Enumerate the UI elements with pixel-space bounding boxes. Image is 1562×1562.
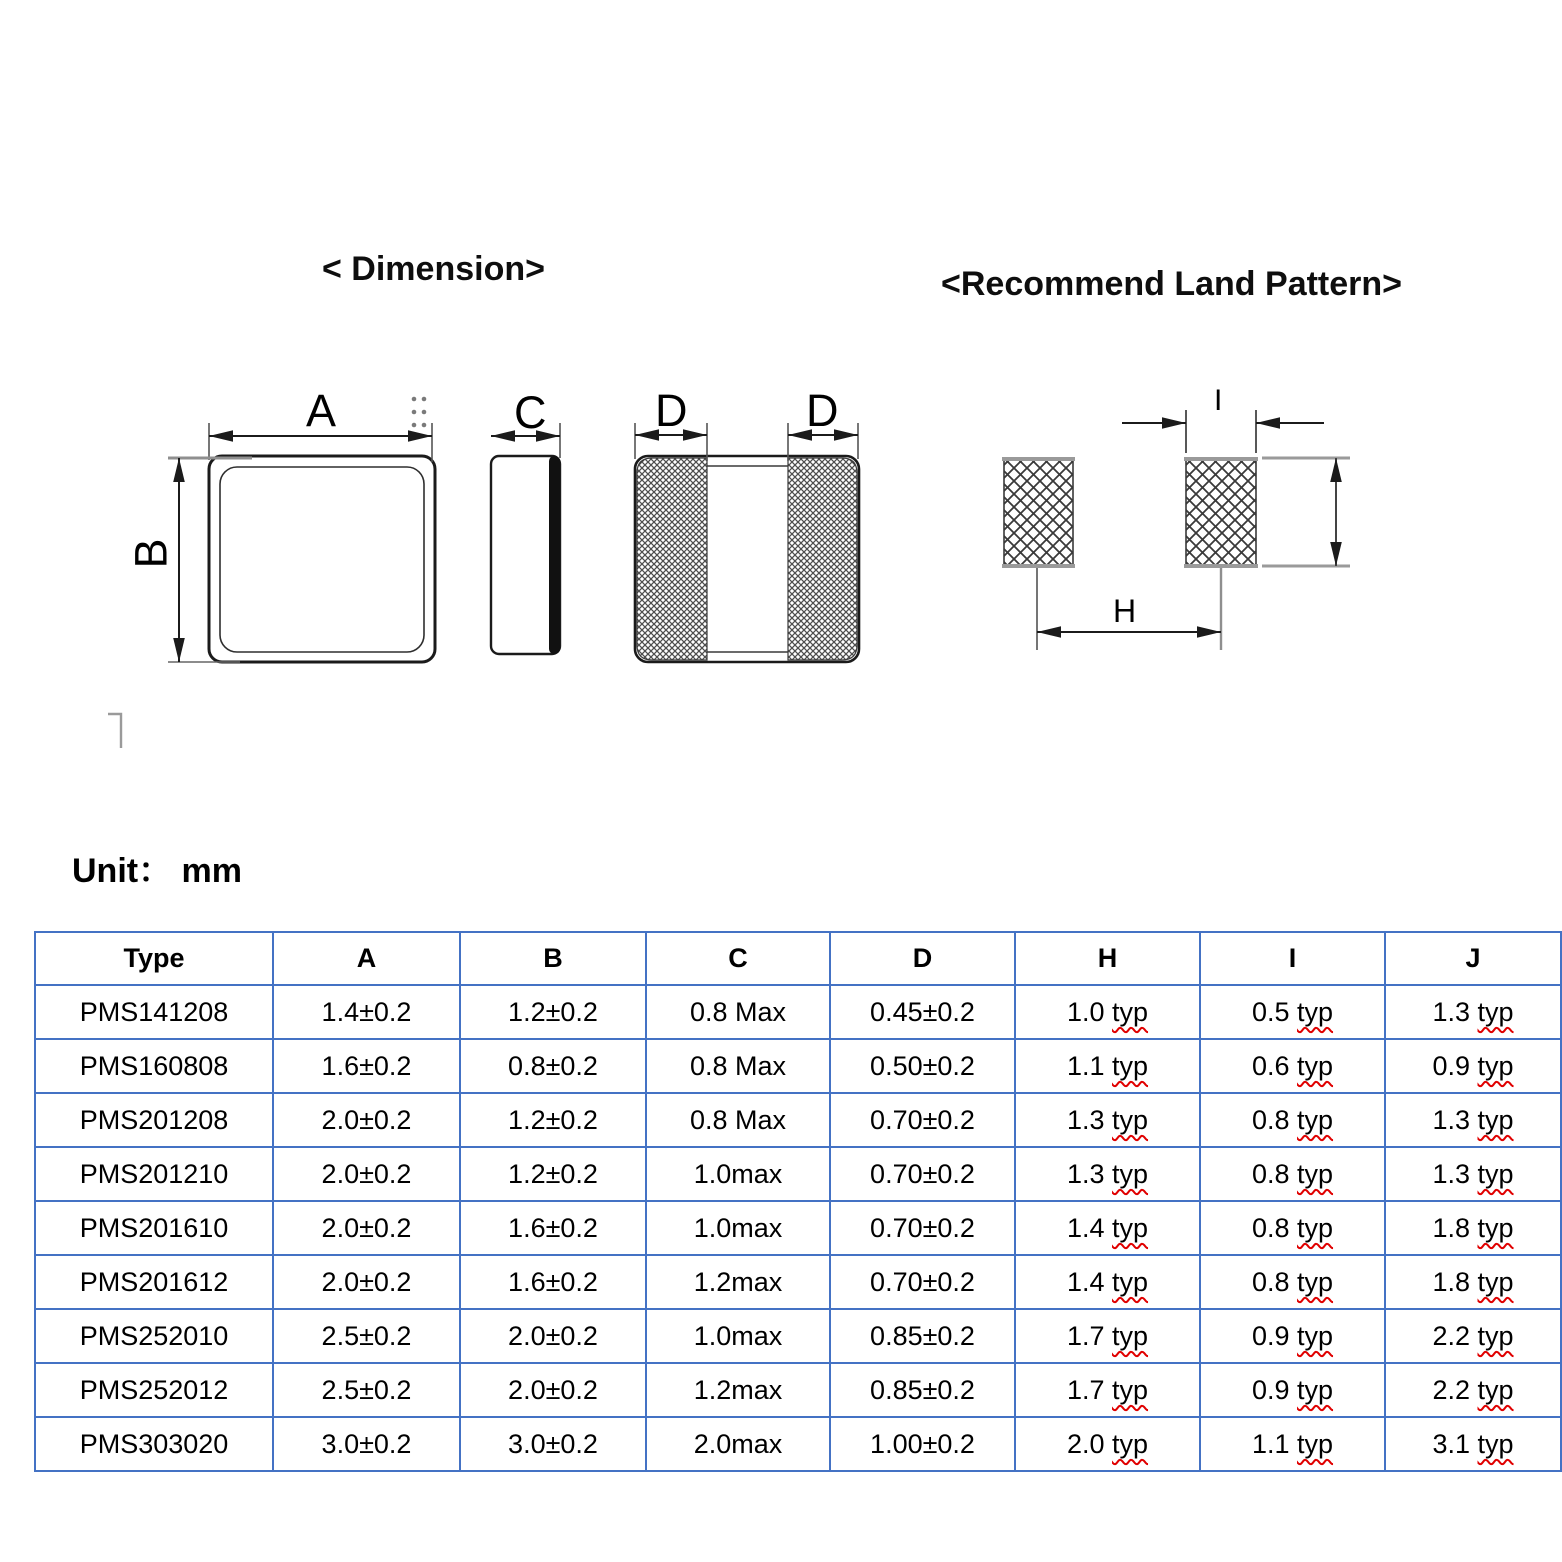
value-cell: 0.8 typ — [1200, 1201, 1385, 1255]
value-cell: 0.85±0.2 — [830, 1309, 1015, 1363]
side-view-terminal-edge — [549, 456, 560, 654]
value-cell: 0.8 typ — [1200, 1147, 1385, 1201]
table-row — [35, 1147, 1561, 1201]
dim-vertical-arrow — [1262, 458, 1350, 566]
value-cell: 0.9 typ — [1385, 1039, 1561, 1093]
value-cell: 1.2max — [646, 1255, 830, 1309]
typ-suffix: typ — [1297, 996, 1334, 1027]
typ-suffix: typ — [1112, 1212, 1149, 1243]
value-cell: 1.8 typ — [1385, 1201, 1561, 1255]
column-header: D — [830, 932, 1015, 985]
typ-suffix: typ — [1477, 1320, 1514, 1351]
dim-label-i: I — [1214, 384, 1223, 417]
type-cell: PMS201208 — [35, 1093, 273, 1147]
land-pad-left — [1002, 458, 1075, 567]
value-cell: 1.4 typ — [1015, 1255, 1200, 1309]
typ-suffix: typ — [1297, 1428, 1334, 1459]
typ-suffix: typ — [1477, 1050, 1514, 1081]
value-cell: 1.7 typ — [1015, 1309, 1200, 1363]
table-row — [35, 1093, 1561, 1147]
value-cell: 1.2±0.2 — [460, 1093, 646, 1147]
value-cell: 0.8 Max — [646, 985, 830, 1039]
typ-suffix: typ — [1477, 1104, 1514, 1135]
type-cell: PMS252010 — [35, 1309, 273, 1363]
value-cell: 2.0±0.2 — [273, 1255, 460, 1309]
dim-i-arrow — [1122, 410, 1324, 453]
column-header: H — [1015, 932, 1200, 985]
value-cell: 2.5±0.2 — [273, 1363, 460, 1417]
spec-table — [34, 931, 1562, 1472]
value-cell: 1.1 typ — [1015, 1039, 1200, 1093]
typ-suffix: typ — [1297, 1104, 1334, 1135]
value-cell: 1.3 typ — [1385, 1147, 1561, 1201]
table-body — [35, 985, 1561, 1471]
side-view — [491, 456, 560, 654]
table-row — [35, 1039, 1561, 1093]
type-cell: PMS201210 — [35, 1147, 273, 1201]
type-cell: PMS303020 — [35, 1417, 273, 1471]
value-cell: 2.0 typ — [1015, 1417, 1200, 1471]
value-cell: 1.7 typ — [1015, 1363, 1200, 1417]
typ-suffix: typ — [1112, 1104, 1149, 1135]
typ-suffix: typ — [1297, 1374, 1334, 1405]
value-cell: 0.45±0.2 — [830, 985, 1015, 1039]
value-cell: 2.2 typ — [1385, 1363, 1561, 1417]
column-header: Type — [35, 932, 273, 985]
typ-suffix: typ — [1112, 1158, 1149, 1189]
type-cell: PMS201612 — [35, 1255, 273, 1309]
typ-suffix: typ — [1112, 1428, 1149, 1459]
table-row — [35, 1309, 1561, 1363]
dimension-section-title: < Dimension> — [322, 250, 545, 288]
value-cell: 0.8 typ — [1200, 1093, 1385, 1147]
value-cell: 0.50±0.2 — [830, 1039, 1015, 1093]
value-cell: 2.0±0.2 — [273, 1201, 460, 1255]
value-cell: 0.70±0.2 — [830, 1201, 1015, 1255]
value-cell: 2.0±0.2 — [273, 1147, 460, 1201]
value-cell: 0.8 typ — [1200, 1255, 1385, 1309]
typ-suffix: typ — [1477, 1212, 1514, 1243]
typ-suffix: typ — [1477, 1374, 1514, 1405]
typ-suffix: typ — [1297, 1212, 1334, 1243]
value-cell: 1.2±0.2 — [460, 1147, 646, 1201]
bottom-view — [635, 456, 859, 662]
dim-label-h: H — [1113, 593, 1137, 629]
value-cell: 1.3 typ — [1015, 1093, 1200, 1147]
dim-label-d-left: D — [655, 385, 688, 436]
table-row — [35, 1255, 1561, 1309]
value-cell: 1.3 typ — [1015, 1147, 1200, 1201]
land-pattern-section-title: <Recommend Land Pattern> — [941, 265, 1403, 303]
value-cell: 1.6±0.2 — [460, 1255, 646, 1309]
value-cell: 1.4 typ — [1015, 1201, 1200, 1255]
typ-suffix: typ — [1297, 1050, 1334, 1081]
value-cell: 0.70±0.2 — [830, 1147, 1015, 1201]
column-header: C — [646, 932, 830, 985]
value-cell: 1.0max — [646, 1309, 830, 1363]
value-cell: 0.70±0.2 — [830, 1255, 1015, 1309]
value-cell: 1.6±0.2 — [460, 1201, 646, 1255]
type-cell: PMS201610 — [35, 1201, 273, 1255]
type-cell: PMS141208 — [35, 985, 273, 1039]
value-cell: 1.8 typ — [1385, 1255, 1561, 1309]
value-cell: 2.2 typ — [1385, 1309, 1561, 1363]
value-cell: 1.0max — [646, 1147, 830, 1201]
typ-suffix: typ — [1477, 1158, 1514, 1189]
dim-label-c: C — [514, 387, 547, 438]
value-cell: 0.70±0.2 — [830, 1093, 1015, 1147]
typ-suffix: typ — [1112, 1374, 1149, 1405]
value-cell: 2.0±0.2 — [273, 1093, 460, 1147]
typ-suffix: typ — [1112, 996, 1149, 1027]
value-cell: 2.5±0.2 — [273, 1309, 460, 1363]
column-header: J — [1385, 932, 1561, 985]
value-cell: 1.4±0.2 — [273, 985, 460, 1039]
stray-corner-mark — [108, 714, 121, 748]
value-cell: 0.6 typ — [1200, 1039, 1385, 1093]
typ-suffix: typ — [1297, 1320, 1334, 1351]
value-cell: 0.8 Max — [646, 1093, 830, 1147]
value-cell: 1.2max — [646, 1363, 830, 1417]
unit-label: Unit： mm — [72, 852, 242, 890]
value-cell: 1.6±0.2 — [273, 1039, 460, 1093]
value-cell: 3.0±0.2 — [273, 1417, 460, 1471]
typ-suffix: typ — [1112, 1320, 1149, 1351]
type-cell: PMS160808 — [35, 1039, 273, 1093]
table-row — [35, 985, 1561, 1039]
value-cell: 1.3 typ — [1385, 985, 1561, 1039]
top-view-outer-outline — [209, 456, 435, 662]
dim-label-d-right: D — [806, 385, 839, 436]
typ-suffix: typ — [1297, 1266, 1334, 1297]
value-cell: 0.8±0.2 — [460, 1039, 646, 1093]
typ-suffix: typ — [1477, 1266, 1514, 1297]
value-cell: 1.0max — [646, 1201, 830, 1255]
value-cell: 0.5 typ — [1200, 985, 1385, 1039]
value-cell: 2.0±0.2 — [460, 1309, 646, 1363]
typ-suffix: typ — [1477, 996, 1514, 1027]
table-row — [35, 1201, 1561, 1255]
value-cell: 1.1 typ — [1200, 1417, 1385, 1471]
column-header: A — [273, 932, 460, 985]
typ-suffix: typ — [1112, 1050, 1149, 1081]
value-cell: 1.3 typ — [1385, 1093, 1561, 1147]
dim-label-b: B — [125, 538, 177, 569]
typ-suffix: typ — [1297, 1158, 1334, 1189]
value-cell: 1.2±0.2 — [460, 985, 646, 1039]
type-cell: PMS252012 — [35, 1363, 273, 1417]
orientation-dots — [412, 397, 427, 428]
value-cell: 2.0max — [646, 1417, 830, 1471]
top-view — [209, 456, 435, 662]
table-row — [35, 1363, 1561, 1417]
value-cell: 3.1 typ — [1385, 1417, 1561, 1471]
value-cell: 0.85±0.2 — [830, 1363, 1015, 1417]
typ-suffix: typ — [1112, 1266, 1149, 1297]
column-header: B — [460, 932, 646, 985]
dim-label-a: A — [306, 385, 337, 436]
value-cell: 0.8 Max — [646, 1039, 830, 1093]
value-cell: 0.9 typ — [1200, 1363, 1385, 1417]
column-header: I — [1200, 932, 1385, 985]
terminal-pad-right-hatch — [788, 458, 857, 660]
value-cell: 2.0±0.2 — [460, 1363, 646, 1417]
value-cell: 1.00±0.2 — [830, 1417, 1015, 1471]
land-pad-right — [1184, 458, 1258, 567]
value-cell: 1.0 typ — [1015, 985, 1200, 1039]
table-row — [35, 1417, 1561, 1471]
typ-suffix: typ — [1477, 1428, 1514, 1459]
value-cell: 0.9 typ — [1200, 1309, 1385, 1363]
table-header-row — [35, 932, 1561, 985]
terminal-pad-left-hatch — [637, 458, 707, 660]
value-cell: 3.0±0.2 — [460, 1417, 646, 1471]
